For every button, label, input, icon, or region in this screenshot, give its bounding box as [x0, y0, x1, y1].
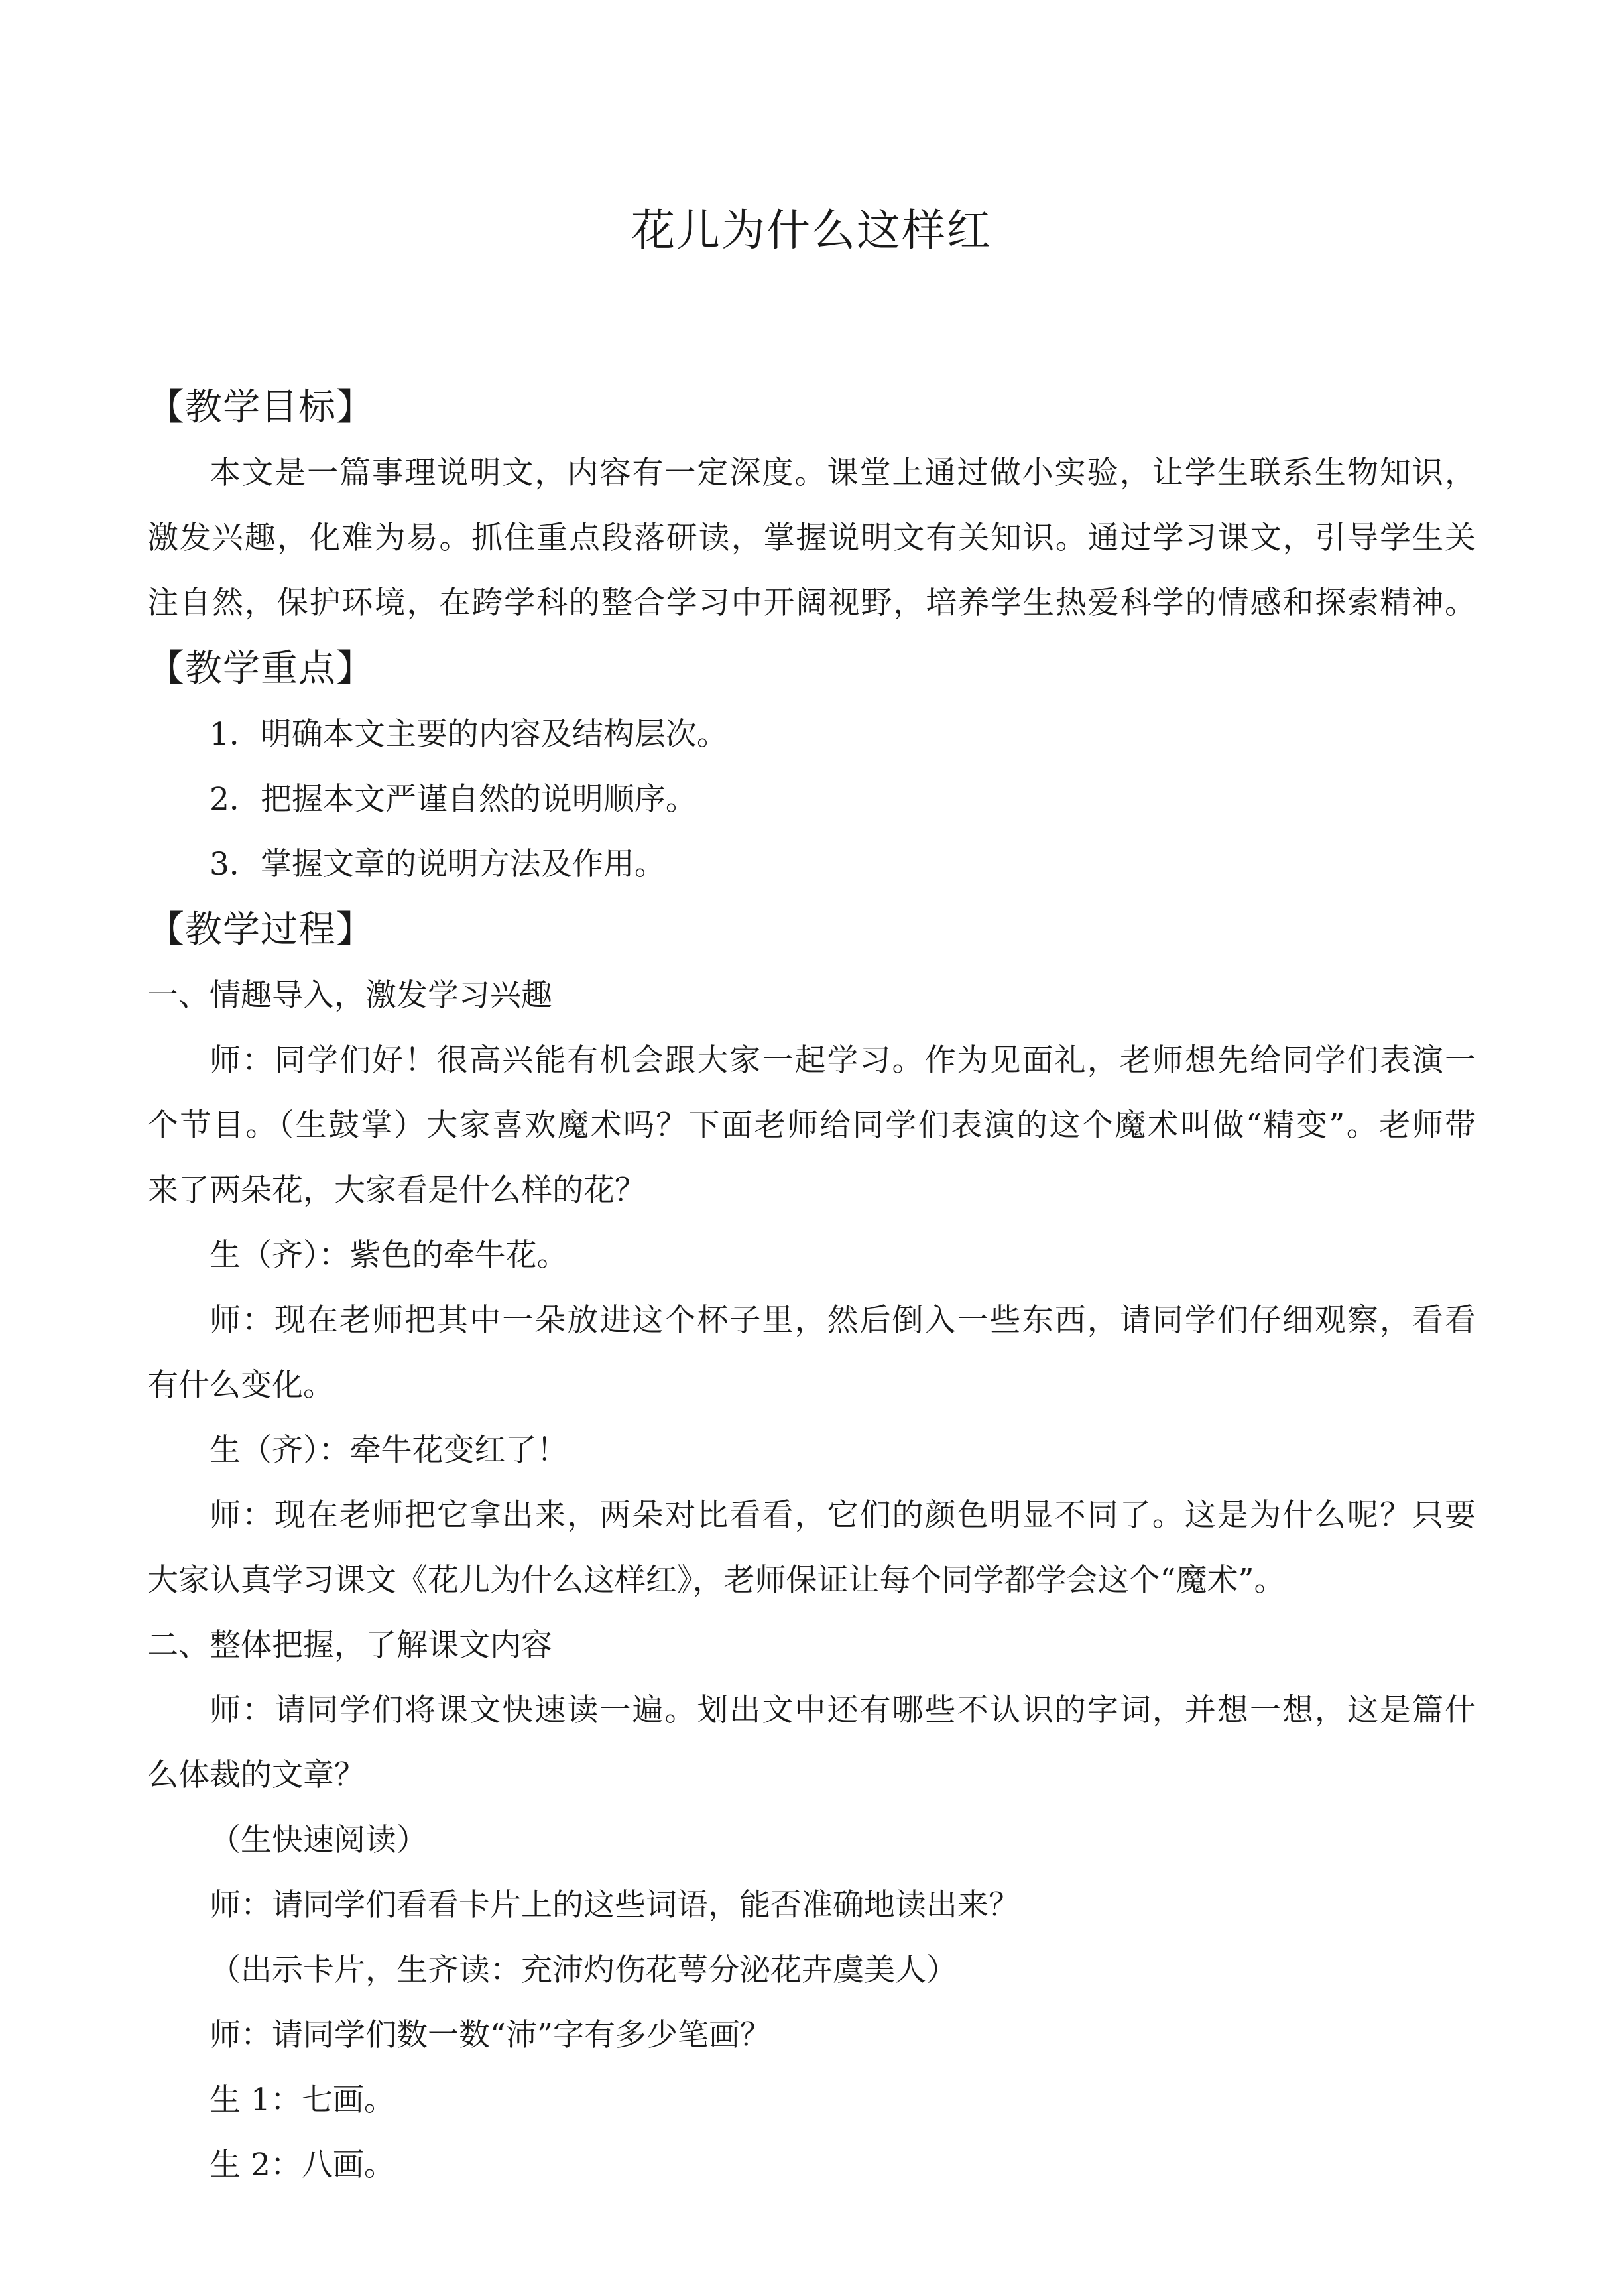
paragraph-line: 师：请同学们将课文快速读一遍。划出文中还有哪些不认识的字词，并想一想，这是篇什 [210, 1692, 1476, 1728]
key-point-item: 1．明确本文主要的内容及结构层次。 [210, 716, 728, 753]
part1-subheading: 一、情趣导入，激发学习兴趣 [147, 977, 552, 1014]
objectives-heading: 【教学目标】 [147, 386, 374, 429]
key-point-item: 3．掌握文章的说明方法及作用。 [210, 846, 666, 882]
part2-subheading: 二、整体把握，了解课文内容 [147, 1627, 552, 1663]
paragraph-line: 有什么变化。 [147, 1367, 334, 1404]
paragraph-line: 大家认真学习课文《花儿为什么这样红》，老师保证让每个同学都学会这个“魔术”。 [147, 1562, 1286, 1599]
key-points-heading: 【教学重点】 [147, 647, 374, 690]
objectives-line: 本文是一篇事理说明文，内容有一定深度。课堂上通过做小实验，让学生联系生物知识， [210, 455, 1476, 491]
paragraph-line: 师：现在老师把它拿出来，两朵对比看看，它们的颜色明显不同了。这是为什么呢？只要 [210, 1497, 1476, 1534]
key-point-item: 2．把握本文严谨自然的说明顺序。 [210, 781, 697, 817]
document-title: 花儿为什么这样红 [631, 205, 992, 256]
paragraph-line: （生快速阅读） [210, 1822, 428, 1858]
paragraph-line: 师：同学们好！很高兴能有机会跟大家一起学习。作为见面礼，老师想先给同学们表演一 [210, 1042, 1476, 1079]
document-body [147, 375, 1476, 2198]
objectives-line: 激发兴趣，化难为易。抓住重点段落研读，掌握说明文有关知识。通过学习课文，引导学生关 [147, 520, 1476, 556]
paragraph-line: 么体裁的文章？ [147, 1757, 365, 1793]
paragraph-line: 个节目。（生鼓掌）大家喜欢魔术吗？下面老师给同学们表演的这个魔术叫做“精变”。老师带 [147, 1107, 1476, 1144]
paragraph-line: 师：请同学们看看卡片上的这些词语，能否准确地读出来？ [210, 1887, 1020, 1923]
paragraph-line: 生 2：八画。 [210, 2147, 395, 2183]
paragraph-line: 来了两朵花，大家看是什么样的花？ [147, 1172, 646, 1209]
paragraph-line: 师：现在老师把其中一朵放进这个杯子里，然后倒入一些东西，请同学们仔细观察，看看 [210, 1302, 1476, 1339]
paragraph-line: 师：请同学们数一数“沛”字有多少笔画？ [210, 2017, 772, 2053]
process-heading: 【教学过程】 [147, 908, 374, 951]
paragraph-line: 生（齐）：牵牛花变红了！ [210, 1432, 568, 1469]
paragraph-line: 生 1：七画。 [210, 2082, 395, 2118]
paragraph-line: 生（齐）：紫色的牵牛花。 [210, 1237, 568, 1274]
objectives-line: 注自然，保护环境，在跨学科的整合学习中开阔视野，培养学生热爱科学的情感和探索精神。 [147, 585, 1476, 621]
paragraph-line: （出示卡片，生齐读：充沛灼伤花萼分泌花卉虞美人） [210, 1952, 957, 1988]
